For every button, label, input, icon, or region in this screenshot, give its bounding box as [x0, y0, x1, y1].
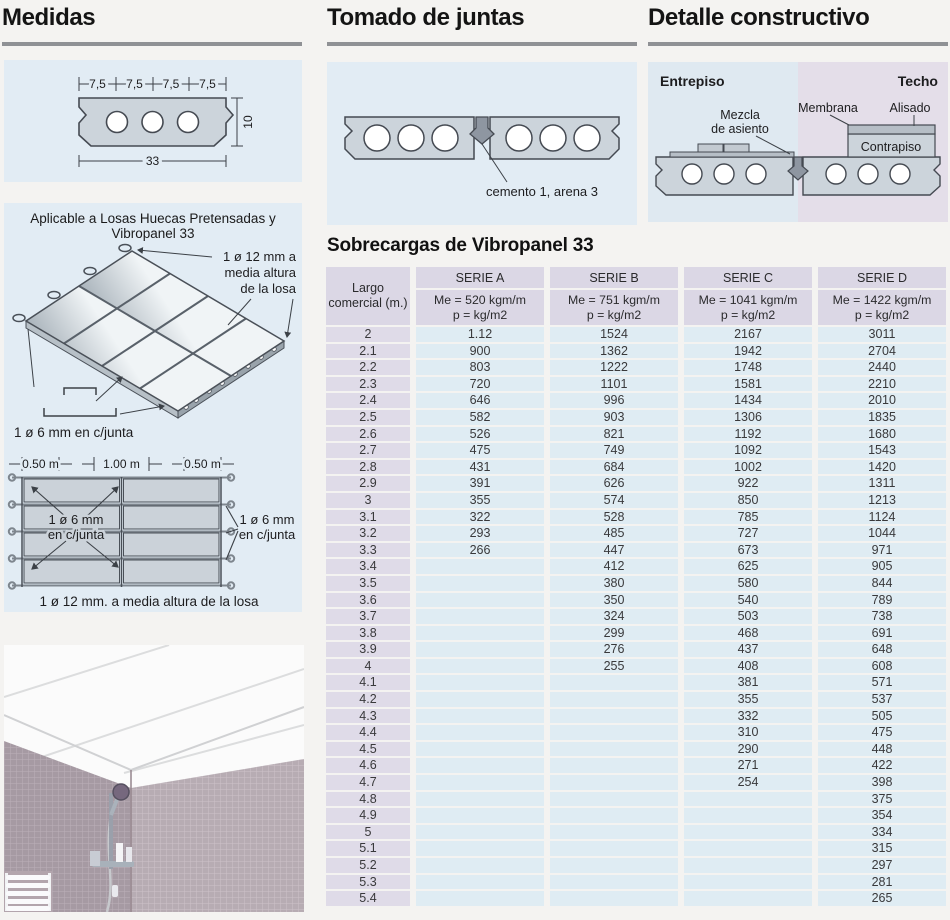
table-row	[326, 875, 948, 890]
table-row	[326, 576, 948, 591]
row-load-cell	[550, 692, 678, 707]
dim-75-label: 7,5	[199, 77, 216, 91]
row-load-cell	[550, 725, 678, 740]
detalle-diagram-box	[648, 62, 948, 222]
dim-75-label: 7,5	[126, 77, 143, 91]
row-load-cell: 3011	[818, 327, 946, 342]
row-load-cell: 1222	[550, 360, 678, 375]
row-load-cell	[550, 825, 678, 840]
reinforcement-diagram-box	[4, 203, 302, 612]
table-row	[326, 808, 948, 823]
mezcla-label-2: de asiento	[711, 122, 769, 136]
table-row	[326, 742, 948, 757]
row-load-cell: 2704	[818, 344, 946, 359]
aplicable-caption: Aplicable a Losas Huecas Pretensadas y Vibropanel 33	[30, 211, 276, 241]
row-load-cell: 315	[818, 841, 946, 856]
row-length-cell: 3.5	[326, 576, 410, 591]
row-length-cell: 4.6	[326, 758, 410, 773]
row-load-cell: 475	[416, 443, 544, 458]
table-row	[326, 543, 948, 558]
row-length-cell: 5.3	[326, 875, 410, 890]
table-row	[326, 493, 948, 508]
row-load-cell: 350	[550, 593, 678, 608]
row-length-cell: 2.5	[326, 410, 410, 425]
table-row	[326, 427, 948, 442]
joint-diagram	[327, 62, 637, 225]
row-load-cell: 381	[684, 675, 812, 690]
row-load-cell: 540	[684, 593, 812, 608]
row-load-cell: 2010	[818, 393, 946, 408]
row-length-cell: 4.7	[326, 775, 410, 790]
table-row	[326, 642, 948, 657]
table-row	[326, 327, 948, 342]
row-length-cell: 3.6	[326, 593, 410, 608]
row-load-cell: 332	[684, 709, 812, 724]
row-load-cell: 1543	[818, 443, 946, 458]
table-row	[326, 526, 948, 541]
row-length-cell: 4.5	[326, 742, 410, 757]
row-load-cell: 1101	[550, 377, 678, 392]
table-row	[326, 858, 948, 873]
row-load-cell: 422	[818, 758, 946, 773]
row-load-cell: 526	[416, 427, 544, 442]
row-load-cell: 1942	[684, 344, 812, 359]
table-row	[326, 443, 948, 458]
row-load-cell: 322	[416, 510, 544, 525]
row-load-cell	[416, 692, 544, 707]
row-load-cell: 375	[818, 792, 946, 807]
row-load-cell: 271	[684, 758, 812, 773]
row-load-cell	[550, 775, 678, 790]
row-load-cell	[416, 576, 544, 591]
row-load-cell	[416, 675, 544, 690]
row-load-cell	[684, 825, 812, 840]
section-title-tomado: Tomado de juntas	[327, 4, 525, 31]
row-load-cell: 903	[550, 410, 678, 425]
row-load-cell: 1306	[684, 410, 812, 425]
row-load-cell: 1524	[550, 327, 678, 342]
row-load-cell: 1680	[818, 427, 946, 442]
row-load-cell	[550, 808, 678, 823]
row-load-cell: 691	[818, 626, 946, 641]
row-length-cell: 3.3	[326, 543, 410, 558]
plan-reinforcement-diagram	[4, 449, 302, 611]
plan-center-label-2: en c/junta	[47, 527, 105, 542]
table-row	[326, 659, 948, 674]
row-length-cell: 3.9	[326, 642, 410, 657]
row-load-cell	[550, 792, 678, 807]
row-length-cell: 5	[326, 825, 410, 840]
rod12-label-line2: media altura	[224, 265, 296, 280]
plan-dim-left: 0.50 m	[22, 457, 59, 471]
row-load-cell: 684	[550, 460, 678, 475]
row-load-cell: 276	[550, 642, 678, 657]
row-load-cell: 266	[416, 543, 544, 558]
row-load-cell: 574	[550, 493, 678, 508]
row-load-cell: 448	[818, 742, 946, 757]
row-load-cell: 334	[818, 825, 946, 840]
row-load-cell	[416, 559, 544, 574]
row-length-cell: 4.9	[326, 808, 410, 823]
table-rows	[326, 327, 948, 906]
row-load-cell: 673	[684, 543, 812, 558]
row-load-cell: 1044	[818, 526, 946, 541]
rod12-label-line1: 1 ø 12 mm a	[223, 249, 296, 264]
row-length-cell: 3.1	[326, 510, 410, 525]
row-load-cell: 2440	[818, 360, 946, 375]
table-row	[326, 692, 948, 707]
row-load-cell	[684, 792, 812, 807]
table-row	[326, 360, 948, 375]
row-load-cell	[416, 609, 544, 624]
row-load-cell: 265	[818, 891, 946, 906]
row-load-cell	[416, 709, 544, 724]
row-load-cell: 646	[416, 393, 544, 408]
row-load-cell	[416, 626, 544, 641]
row-load-cell	[416, 659, 544, 674]
row-load-cell: 412	[550, 559, 678, 574]
table-row	[326, 675, 948, 690]
row-load-cell: 281	[818, 875, 946, 890]
row-length-cell: 5.4	[326, 891, 410, 906]
row-load-cell: 1748	[684, 360, 812, 375]
alisado-layer	[848, 125, 935, 134]
row-load-cell: 468	[684, 626, 812, 641]
table-row	[326, 510, 948, 525]
row-load-cell: 1420	[818, 460, 946, 475]
table-row	[326, 841, 948, 856]
row-load-cell: 580	[684, 576, 812, 591]
col-header-serie-c: SERIE C Me = 1041 kgm/m p = kg/m2	[684, 267, 812, 325]
dim-33-label: 33	[145, 154, 160, 168]
row-load-cell	[416, 642, 544, 657]
row-load-cell: 398	[818, 775, 946, 790]
row-load-cell: 290	[684, 742, 812, 757]
medidas-cross-section-diagram	[4, 60, 302, 182]
col-header-serie-a: SERIE A Me = 520 kgm/m p = kg/m2	[416, 267, 544, 325]
row-load-cell	[416, 725, 544, 740]
plan-center-label-1: 1 ø 6 mm	[48, 512, 104, 527]
row-load-cell: 380	[550, 576, 678, 591]
row-load-cell	[550, 875, 678, 890]
row-length-cell: 4.2	[326, 692, 410, 707]
row-load-cell	[684, 858, 812, 873]
row-load-cell: 821	[550, 427, 678, 442]
row-length-cell: 4.1	[326, 675, 410, 690]
col-header-largo-line1: Largo	[352, 281, 384, 295]
contrapiso-label: Contrapiso	[860, 140, 922, 154]
row-load-cell: 648	[818, 642, 946, 657]
row-load-cell: 1581	[684, 377, 812, 392]
row-length-cell: 3.2	[326, 526, 410, 541]
row-length-cell: 2.2	[326, 360, 410, 375]
row-length-cell: 4.3	[326, 709, 410, 724]
alisado-label: Alisado	[889, 101, 931, 115]
row-load-cell: 1.12	[416, 327, 544, 342]
row-load-cell: 1311	[818, 476, 946, 491]
table-row	[326, 758, 948, 773]
row-load-cell: 625	[684, 559, 812, 574]
row-load-cell: 254	[684, 775, 812, 790]
row-load-cell: 803	[416, 360, 544, 375]
joint-material-label: cemento 1, arena 3	[485, 184, 599, 199]
row-load-cell: 727	[684, 526, 812, 541]
row-load-cell: 505	[818, 709, 946, 724]
row-load-cell: 297	[818, 858, 946, 873]
rule-medidas	[2, 42, 302, 46]
row-load-cell	[550, 758, 678, 773]
row-load-cell: 1002	[684, 460, 812, 475]
col-header-largo-line2: comercial (m.)	[328, 296, 408, 310]
row-length-cell: 2.1	[326, 344, 410, 359]
row-length-cell: 3.7	[326, 609, 410, 624]
row-length-cell: 2.4	[326, 393, 410, 408]
table-row	[326, 393, 948, 408]
table-row	[326, 344, 948, 359]
isometric-panels-diagram	[4, 229, 302, 447]
table-row	[326, 377, 948, 392]
row-load-cell	[416, 742, 544, 757]
row-load-cell: 608	[818, 659, 946, 674]
table-row	[326, 476, 948, 491]
row-length-cell: 2.7	[326, 443, 410, 458]
row-load-cell: 528	[550, 510, 678, 525]
row-load-cell	[416, 792, 544, 807]
row-load-cell	[550, 709, 678, 724]
row-load-cell	[416, 808, 544, 823]
row-load-cell: 485	[550, 526, 678, 541]
row-length-cell: 4.8	[326, 792, 410, 807]
col-header-serie-b: SERIE B Me = 751 kgm/m p = kg/m2	[550, 267, 678, 325]
tomado-diagram-box	[327, 62, 637, 225]
row-load-cell: 844	[818, 576, 946, 591]
row-length-cell: 4	[326, 659, 410, 674]
row-load-cell: 354	[818, 808, 946, 823]
row-load-cell: 2167	[684, 327, 812, 342]
row-load-cell: 1362	[550, 344, 678, 359]
row-load-cell: 996	[550, 393, 678, 408]
row-load-cell: 293	[416, 526, 544, 541]
row-load-cell: 431	[416, 460, 544, 475]
bathroom-ceiling-photo	[4, 645, 304, 912]
row-load-cell: 1835	[818, 410, 946, 425]
row-length-cell: 2.6	[326, 427, 410, 442]
row-length-cell: 2	[326, 327, 410, 342]
row-load-cell: 571	[818, 675, 946, 690]
table-header	[326, 267, 948, 325]
row-load-cell: 355	[684, 692, 812, 707]
row-load-cell: 437	[684, 642, 812, 657]
row-load-cell: 255	[550, 659, 678, 674]
row-length-cell: 2.3	[326, 377, 410, 392]
row-load-cell: 324	[550, 609, 678, 624]
row-load-cell: 408	[684, 659, 812, 674]
table-row	[326, 725, 948, 740]
mezcla-layer	[670, 152, 794, 157]
row-load-cell: 789	[818, 593, 946, 608]
rule-detalle	[648, 42, 948, 46]
row-load-cell: 537	[818, 692, 946, 707]
row-load-cell: 475	[818, 725, 946, 740]
table-row	[326, 891, 948, 906]
row-load-cell	[550, 858, 678, 873]
sobrecargas-table	[326, 267, 948, 906]
row-load-cell	[684, 841, 812, 856]
row-length-cell: 3.4	[326, 559, 410, 574]
dim-75-label: 7,5	[89, 77, 106, 91]
row-length-cell: 5.1	[326, 841, 410, 856]
row-load-cell: 447	[550, 543, 678, 558]
table-row	[326, 559, 948, 574]
row-load-cell	[550, 891, 678, 906]
table-row	[326, 792, 948, 807]
row-load-cell: 582	[416, 410, 544, 425]
row-load-cell: 785	[684, 510, 812, 525]
mezcla-label-1: Mezcla	[720, 108, 760, 122]
row-load-cell	[416, 891, 544, 906]
plan-right-label-2: en c/junta	[238, 527, 296, 542]
medidas-diagram-box	[4, 60, 302, 182]
row-load-cell: 310	[684, 725, 812, 740]
plan-caption: 1 ø 12 mm. a media altura de la losa	[39, 594, 259, 609]
row-length-cell: 2.9	[326, 476, 410, 491]
table-row	[326, 775, 948, 790]
col-header-serie-d: SERIE D Me = 1422 kgm/m p = kg/m2	[818, 267, 946, 325]
rod12-label-line3: de la losa	[240, 281, 296, 296]
row-load-cell: 626	[550, 476, 678, 491]
membrana-label: Membrana	[798, 101, 858, 115]
row-load-cell	[416, 858, 544, 873]
row-load-cell: 391	[416, 476, 544, 491]
row-load-cell	[550, 742, 678, 757]
row-load-cell: 1192	[684, 427, 812, 442]
row-load-cell	[550, 841, 678, 856]
table-row	[326, 709, 948, 724]
table-row	[326, 825, 948, 840]
row-load-cell: 720	[416, 377, 544, 392]
towel-radiator	[4, 871, 52, 912]
row-load-cell: 971	[818, 543, 946, 558]
row-load-cell: 900	[416, 344, 544, 359]
plan-dim-mid: 1.00 m	[103, 457, 140, 471]
row-load-cell	[416, 593, 544, 608]
row-load-cell	[684, 891, 812, 906]
row-load-cell: 1092	[684, 443, 812, 458]
row-load-cell: 1213	[818, 493, 946, 508]
row-load-cell	[684, 808, 812, 823]
techo-label: Techo	[897, 73, 938, 89]
row-load-cell: 850	[684, 493, 812, 508]
row-load-cell	[550, 675, 678, 690]
row-length-cell: 3	[326, 493, 410, 508]
table-row	[326, 410, 948, 425]
row-load-cell: 299	[550, 626, 678, 641]
row-length-cell: 2.8	[326, 460, 410, 475]
rule-tomado	[327, 42, 637, 46]
col-header-largo	[326, 267, 410, 325]
row-load-cell	[416, 825, 544, 840]
section-title-detalle: Detalle constructivo	[648, 4, 870, 31]
construction-detail-diagram	[648, 62, 948, 222]
table-row	[326, 593, 948, 608]
section-title-medidas: Medidas	[2, 4, 96, 31]
rod6-label: 1 ø 6 mm en c/junta	[14, 425, 134, 440]
table-title: Sobrecargas de Vibropanel 33	[327, 235, 594, 256]
row-length-cell: 3.8	[326, 626, 410, 641]
row-load-cell: 1434	[684, 393, 812, 408]
row-load-cell: 355	[416, 493, 544, 508]
row-load-cell: 503	[684, 609, 812, 624]
plan-dim-right: 0.50 m	[184, 457, 221, 471]
table-row	[326, 460, 948, 475]
row-length-cell: 5.2	[326, 858, 410, 873]
table-row	[326, 626, 948, 641]
entrepiso-label: Entrepiso	[660, 73, 725, 89]
row-load-cell: 922	[684, 476, 812, 491]
row-load-cell: 749	[550, 443, 678, 458]
row-load-cell	[416, 758, 544, 773]
row-load-cell: 905	[818, 559, 946, 574]
dim-75-label: 7,5	[162, 77, 180, 91]
row-load-cell	[416, 875, 544, 890]
table-row	[326, 609, 948, 624]
row-load-cell: 738	[818, 609, 946, 624]
row-load-cell	[684, 875, 812, 890]
row-length-cell: 4.4	[326, 725, 410, 740]
row-load-cell: 2210	[818, 377, 946, 392]
dim-10-label: 10	[241, 115, 255, 129]
plan-right-label-1: 1 ø 6 mm	[239, 512, 295, 527]
row-load-cell: 1124	[818, 510, 946, 525]
row-load-cell	[416, 841, 544, 856]
row-load-cell	[416, 775, 544, 790]
